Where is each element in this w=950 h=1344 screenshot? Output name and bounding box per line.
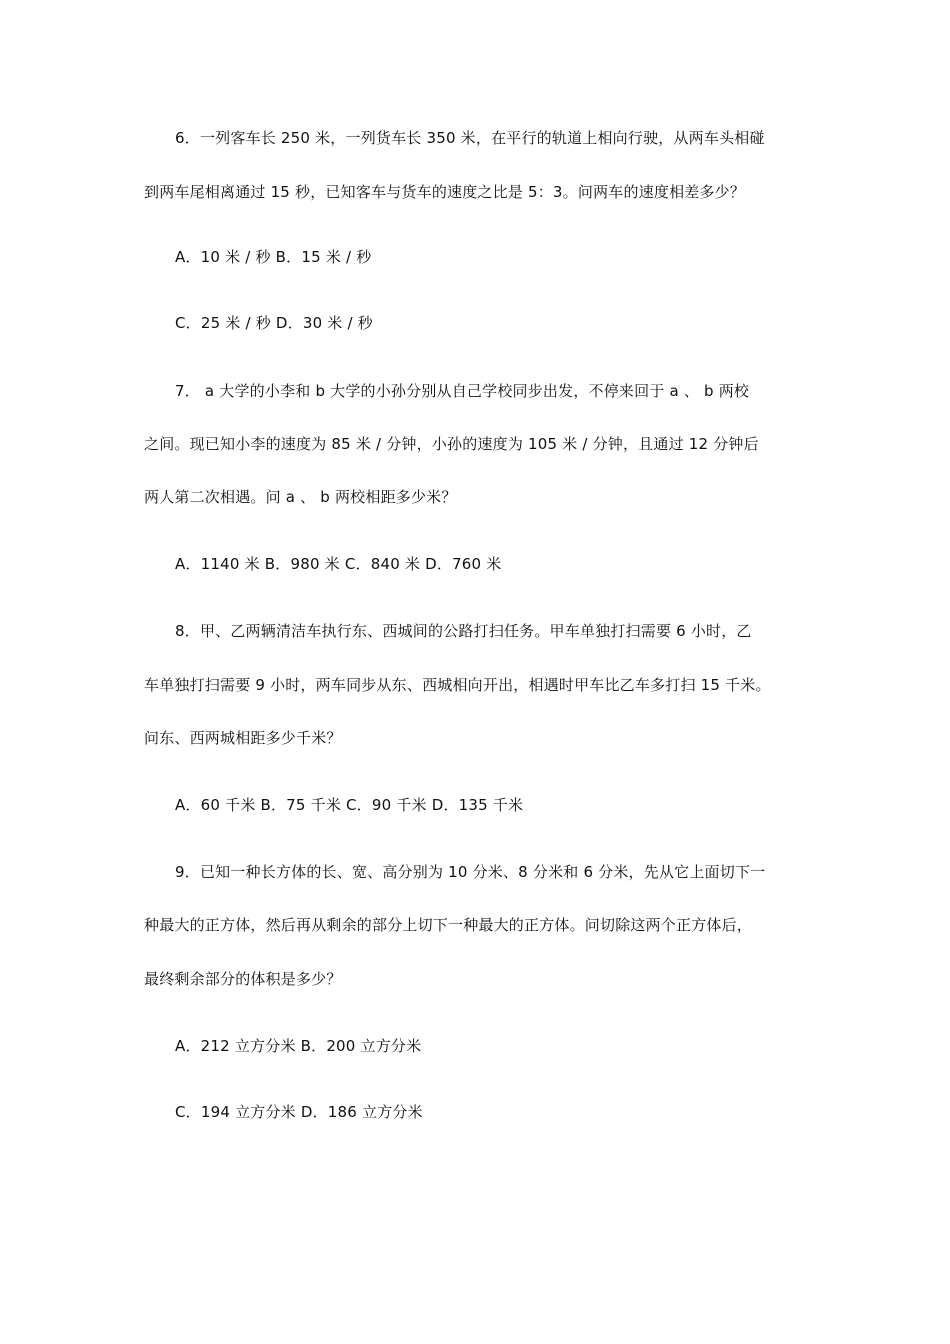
question-8-line-3: 问东、西两城相距多少千米？ [144,729,342,747]
question-8-options-1: A．60 千米 B．75 千米 C．90 千米 D．135 千米 [175,796,524,814]
question-6-line-1: 6．一列客车长 250 米，一列货车长 350 米，在平行的轨道上相向行驶，从两车头相碰 [175,129,765,147]
question-7-line-2: 之间。现已知小李的速度为 85 米 / 分钟，小孙的速度为 105 米 / 分钟，且通过 12 分钟后 [144,435,759,453]
question-7-options-1: A．1140 米 B．980 米 C．840 米 D．760 米 [175,555,502,573]
question-8-line-1: 8．甲、乙两辆清洁车执行东、西城间的公路打扫任务。甲车单独打扫需要 6 小时，乙 [175,622,752,640]
question-6-options-2: C．25 米 / 秒 D．30 米 / 秒 [175,314,373,332]
question-6-line-2: 到两车尾相离通过 15 秒，已知客车与货车的速度之比是 5：3。问两车的速度相差多少？ [144,183,746,201]
question-8-line-2: 车单独打扫需要 9 小时，两车同步从东、西城相向开出，相遇时甲车比乙车多打扫 15 千米。 [144,676,771,694]
question-6-options-1: A．10 米 / 秒 B．15 米 / 秒 [175,248,372,266]
question-9-options-1: A．212 立方分米 B．200 立方分米 [175,1037,422,1055]
question-9-line-1: 9．已知一种长方体的长、宽、高分别为 10 分米、8 分米和 6 分米，先从它上面切下一 [175,863,766,881]
question-7-line-3: 两人第二次相遇。问 a 、 b 两校相距多少米？ [144,488,457,506]
question-9-line-2: 种最大的正方体，然后再从剩余的部分上切下一种最大的正方体。问切除这两个正方体后， [144,916,753,934]
question-7-line-1: 7． a 大学的小李和 b 大学的小孙分别从自己学校同步出发，不停来回于 a 、 b 两校 [175,382,750,400]
question-9-options-2: C．194 立方分米 D．186 立方分米 [175,1103,423,1121]
question-9-line-3: 最终剩余部分的体积是多少？ [144,970,342,988]
